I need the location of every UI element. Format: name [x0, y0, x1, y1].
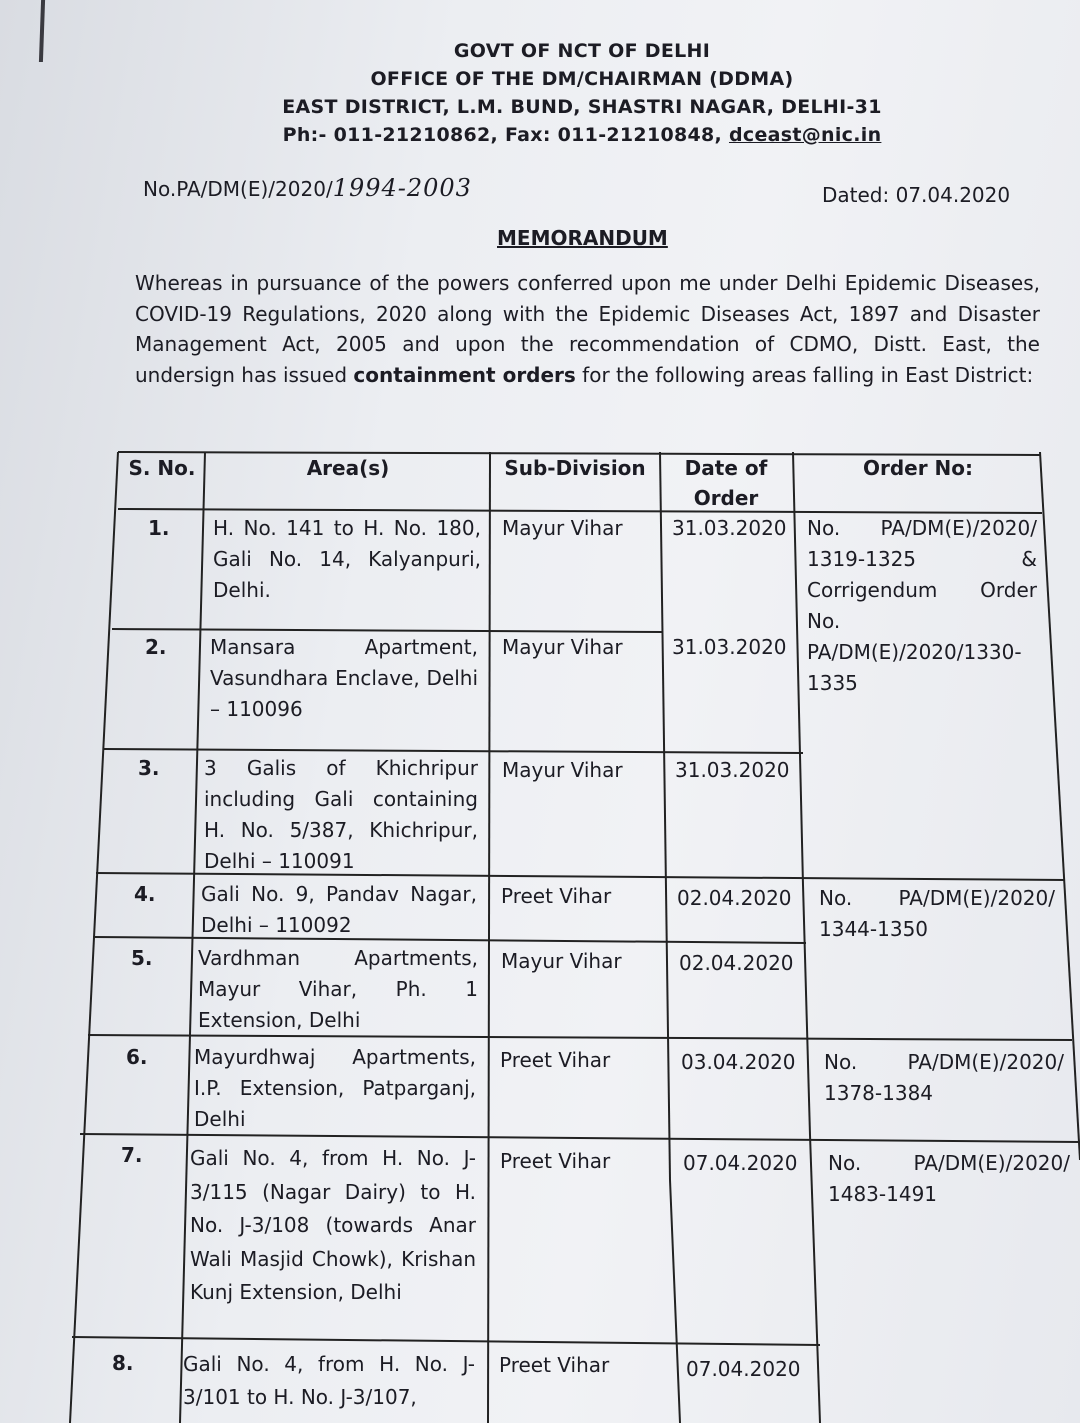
row2-area: Mansara Apartment, Vasundhara Enclave, Delhi – 110096: [210, 635, 478, 721]
row4-sno: 4.: [134, 882, 156, 906]
row5-sno: 5.: [131, 946, 153, 970]
row8-area: Gali No. 4, from H. No. J-3/101 to H. No. J-3/107,: [183, 1352, 475, 1409]
row5-subdivision: Mayur Vihar: [501, 949, 622, 973]
intro-text-1: Whereas in pursuance of the powers conferred upon me under Delhi Epidemic Diseases, COVID-19 Regulations, 2020 along with the Epidemic Diseases Act, 1897 and Disaster Management Act, 2005 and upon the recommendation of CDMO, Distt. East, the undersign has issued: [135, 271, 1040, 387]
intro-bold: containment orders: [353, 362, 576, 387]
row1-date: 31.03.2020: [672, 516, 787, 540]
contact-text: Ph:- 011-21210862, Fax: 011-21210848,: [282, 124, 729, 146]
intro-text-2: for the following areas falling in East District:: [575, 362, 1034, 387]
order-group-4: No. PA/DM(E)/2020/ 1483-1491: [828, 1151, 1070, 1206]
row6-area: Mayurdhwaj Apartments, I.P. Extension, Patparganj, Delhi: [194, 1045, 476, 1131]
header-address: EAST DISTRICT, L.M. BUND, SHASTRI NAGAR, DELHI-31: [282, 96, 882, 118]
header-govt: GOVT OF NCT OF DELHI: [453, 40, 711, 62]
header-order: Order No:: [862, 456, 974, 480]
row1-subdivision: Mayur Vihar: [502, 516, 623, 540]
row5-date: 02.04.2020: [679, 951, 794, 975]
row4-subdivision: Preet Vihar: [501, 884, 612, 908]
header-area: Area(s): [306, 456, 390, 480]
row2-sno: 2.: [145, 635, 167, 659]
document-title: MEMORANDUM: [497, 226, 668, 250]
row3-date: 31.03.2020: [675, 758, 790, 782]
email-link[interactable]: dceast@nic.in: [728, 124, 882, 146]
row6-subdivision: Preet Vihar: [500, 1048, 611, 1072]
row1-area: H. No. 141 to H. No. 180, Gali No. 14, Kalyanpuri, Delhi.: [213, 516, 481, 602]
row4-area: Gali No. 9, Pandav Nagar, Delhi – 110092: [201, 882, 477, 937]
row3-area: 3 Galis of Khichripur including Gali containing H. No. 5/387, Khichripur, Delhi – 110091: [204, 756, 478, 873]
header-date: Date of Order: [684, 456, 768, 510]
row2-date: 31.03.2020: [672, 635, 787, 659]
row3-subdivision: Mayur Vihar: [502, 758, 623, 782]
handwritten-number: 1994-2003: [332, 174, 472, 202]
row5-area: Vardhman Apartments, Mayur Vihar, Ph. 1 Extension, Delhi: [198, 946, 478, 1032]
row2-subdivision: Mayur Vihar: [502, 635, 623, 659]
row8-subdivision: Preet Vihar: [499, 1353, 610, 1377]
row7-area: Gali No. 4, from H. No. J-3/115 (Nagar Dairy) to H. No. J-3/108 (towards Anar Wali Masjid Chowk), Krishan Kunj Extension, Delhi: [190, 1146, 476, 1304]
date-line: Dated: 07.04.2020: [822, 183, 1011, 207]
header-subdivision: Sub-Division: [504, 456, 646, 480]
reference-prefix: No.PA/DM(E)/2020/: [143, 177, 333, 201]
row7-sno: 7.: [121, 1143, 143, 1167]
order-group-3: No. PA/DM(E)/2020/ 1378-1384: [824, 1050, 1064, 1105]
row4-date: 02.04.2020: [677, 886, 792, 910]
row6-sno: 6.: [126, 1045, 148, 1069]
row7-subdivision: Preet Vihar: [500, 1149, 611, 1173]
row8-sno: 8.: [112, 1351, 134, 1375]
row6-date: 03.04.2020: [681, 1050, 796, 1074]
header-sno: S. No.: [128, 456, 196, 480]
order-group-1: No. PA/DM(E)/2020/ 1319-1325 & Corrigendum Order No. PA/DM(E)/2020/1330-1335: [807, 516, 1037, 695]
row7-date: 07.04.2020: [683, 1151, 798, 1175]
header-office: OFFICE OF THE DM/CHAIRMAN (DDMA): [370, 68, 794, 90]
row8-date: 07.04.2020: [686, 1357, 801, 1381]
row1-sno: 1.: [148, 516, 170, 540]
row3-sno: 3.: [138, 756, 160, 780]
order-group-2: No. PA/DM(E)/2020/ 1344-1350: [819, 886, 1055, 941]
